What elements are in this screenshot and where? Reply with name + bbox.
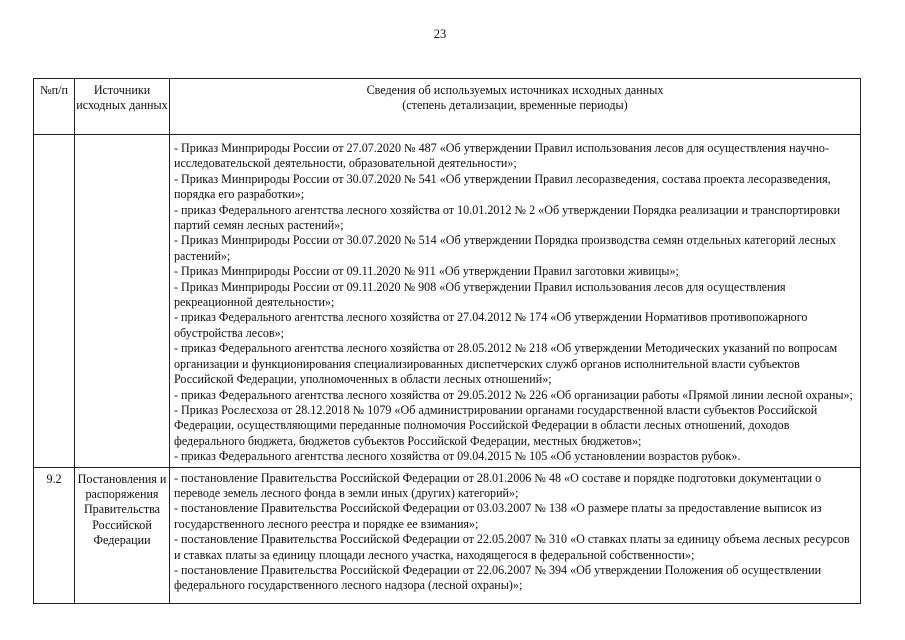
list-item: - Приказ Минприроды России от 09.11.2020 № 911 «Об утверждении Правил заготовки живицы»; xyxy=(174,264,679,279)
header-info xyxy=(170,79,861,135)
list-item: - приказ Федерального агентства лесного хозяйства от 28.05.2012 № 218 «Об утверждении Методических указаний по вопросам организации и функционирования специализированных диспетчерских служб органов исполнительной власти субъектов Российской Федерации, уполномоченных в области лесных отношений»; xyxy=(174,341,838,387)
list-item: - постановление Правительства Российской Федерации от 03.03.2007 № 138 «О размере платы за предоставление выписок из государственного лесного реестра и порядке ее взимания»; xyxy=(174,501,822,531)
table-header-row xyxy=(34,79,861,135)
list-item: - приказ Федерального агентства лесного хозяйства от 27.04.2012 № 174 «Об утверждении Нормативов противопожарного обустройства лесов»; xyxy=(174,310,808,340)
list-item: - приказ Федерального агентства лесного хозяйства от 09.04.2015 № 105 «Об установлении возрастов рубок». xyxy=(174,449,741,464)
header-number: №п/п xyxy=(34,79,75,135)
row-number xyxy=(34,135,75,468)
table-row xyxy=(34,135,861,468)
list-item: - постановление Правительства Российской Федерации от 28.01.2006 № 48 «О составе и порядке подготовки документации о переводе земель лесного фонда в земли иных (других) категорий»; xyxy=(174,470,822,500)
sources-table xyxy=(33,78,861,604)
list-item: - постановление Правительства Российской Федерации от 22.05.2007 № 310 «О ставках платы за единицу объема лесных ресурсов и ставках платы за единицу площади лесного участка, находящегося в федеральной собственности»; xyxy=(174,532,850,562)
list-item: - постановление Правительства Российской Федерации от 22.06.2007 № 394 «Об утверждении Положения об осуществлении федерального государственного лесного надзора (лесной охраны)»; xyxy=(174,562,822,593)
header-sources: Источники исходных данных xyxy=(75,79,170,135)
page-number: 23 xyxy=(433,27,447,41)
list-item: - Приказ Минприроды России от 09.11.2020 № 908 «Об утверждении Правил использования лесов для осуществления рекреационной деятельности»; xyxy=(174,279,786,310)
list-item: - Приказ Минприроды России от 30.07.2020 № 514 «Об утверждении Порядка производства семян отдельных категорий лесных растений»; xyxy=(174,233,837,263)
row-details xyxy=(170,467,861,603)
row-source xyxy=(75,135,170,468)
row-details xyxy=(170,135,861,468)
header-info-line2: (степень детализации, временные периоды) xyxy=(402,98,628,113)
list-item: - приказ Федерального агентства лесного хозяйства от 29.05.2012 № 226 «Об организации работы «Прямой линии лесной охраны»; xyxy=(174,387,853,402)
list-item: - Приказ Рослесхоза от 28.12.2018 № 1079 «Об администрировании органами государственной власти субъектов Российской Федерации, осуществляющими переданные полномочия Российской Федерации в области лесных отношений, доходов федерального бюджета, бюджетов субъектов Российской Федерации, местных бюджетов»; xyxy=(174,402,818,448)
row-number: 9.2 xyxy=(34,467,75,603)
table-row xyxy=(34,467,861,603)
list-item: - приказ Федерального агентства лесного хозяйства от 10.01.2012 № 2 «Об утверждении Порядка реализации и транспортировки партий семян лесных растений»; xyxy=(174,202,841,233)
list-item: - Приказ Минприроды России от 30.07.2020 № 541 «Об утверждении Правил лесоразведения, состава проекта лесоразведения, порядка его разработки»; xyxy=(174,171,831,202)
header-info-line1: Сведения об используемых источниках исходных данных xyxy=(366,83,664,97)
list-item: - Приказ Минприроды России от 27.07.2020 № 487 «Об утверждении Правил использования лесов для осуществления научно-исследовательской деятельности, образовательной деятельности»; xyxy=(174,141,829,171)
row-source: Постановления и распоряжения Правительства Российской Федерации xyxy=(75,467,170,603)
